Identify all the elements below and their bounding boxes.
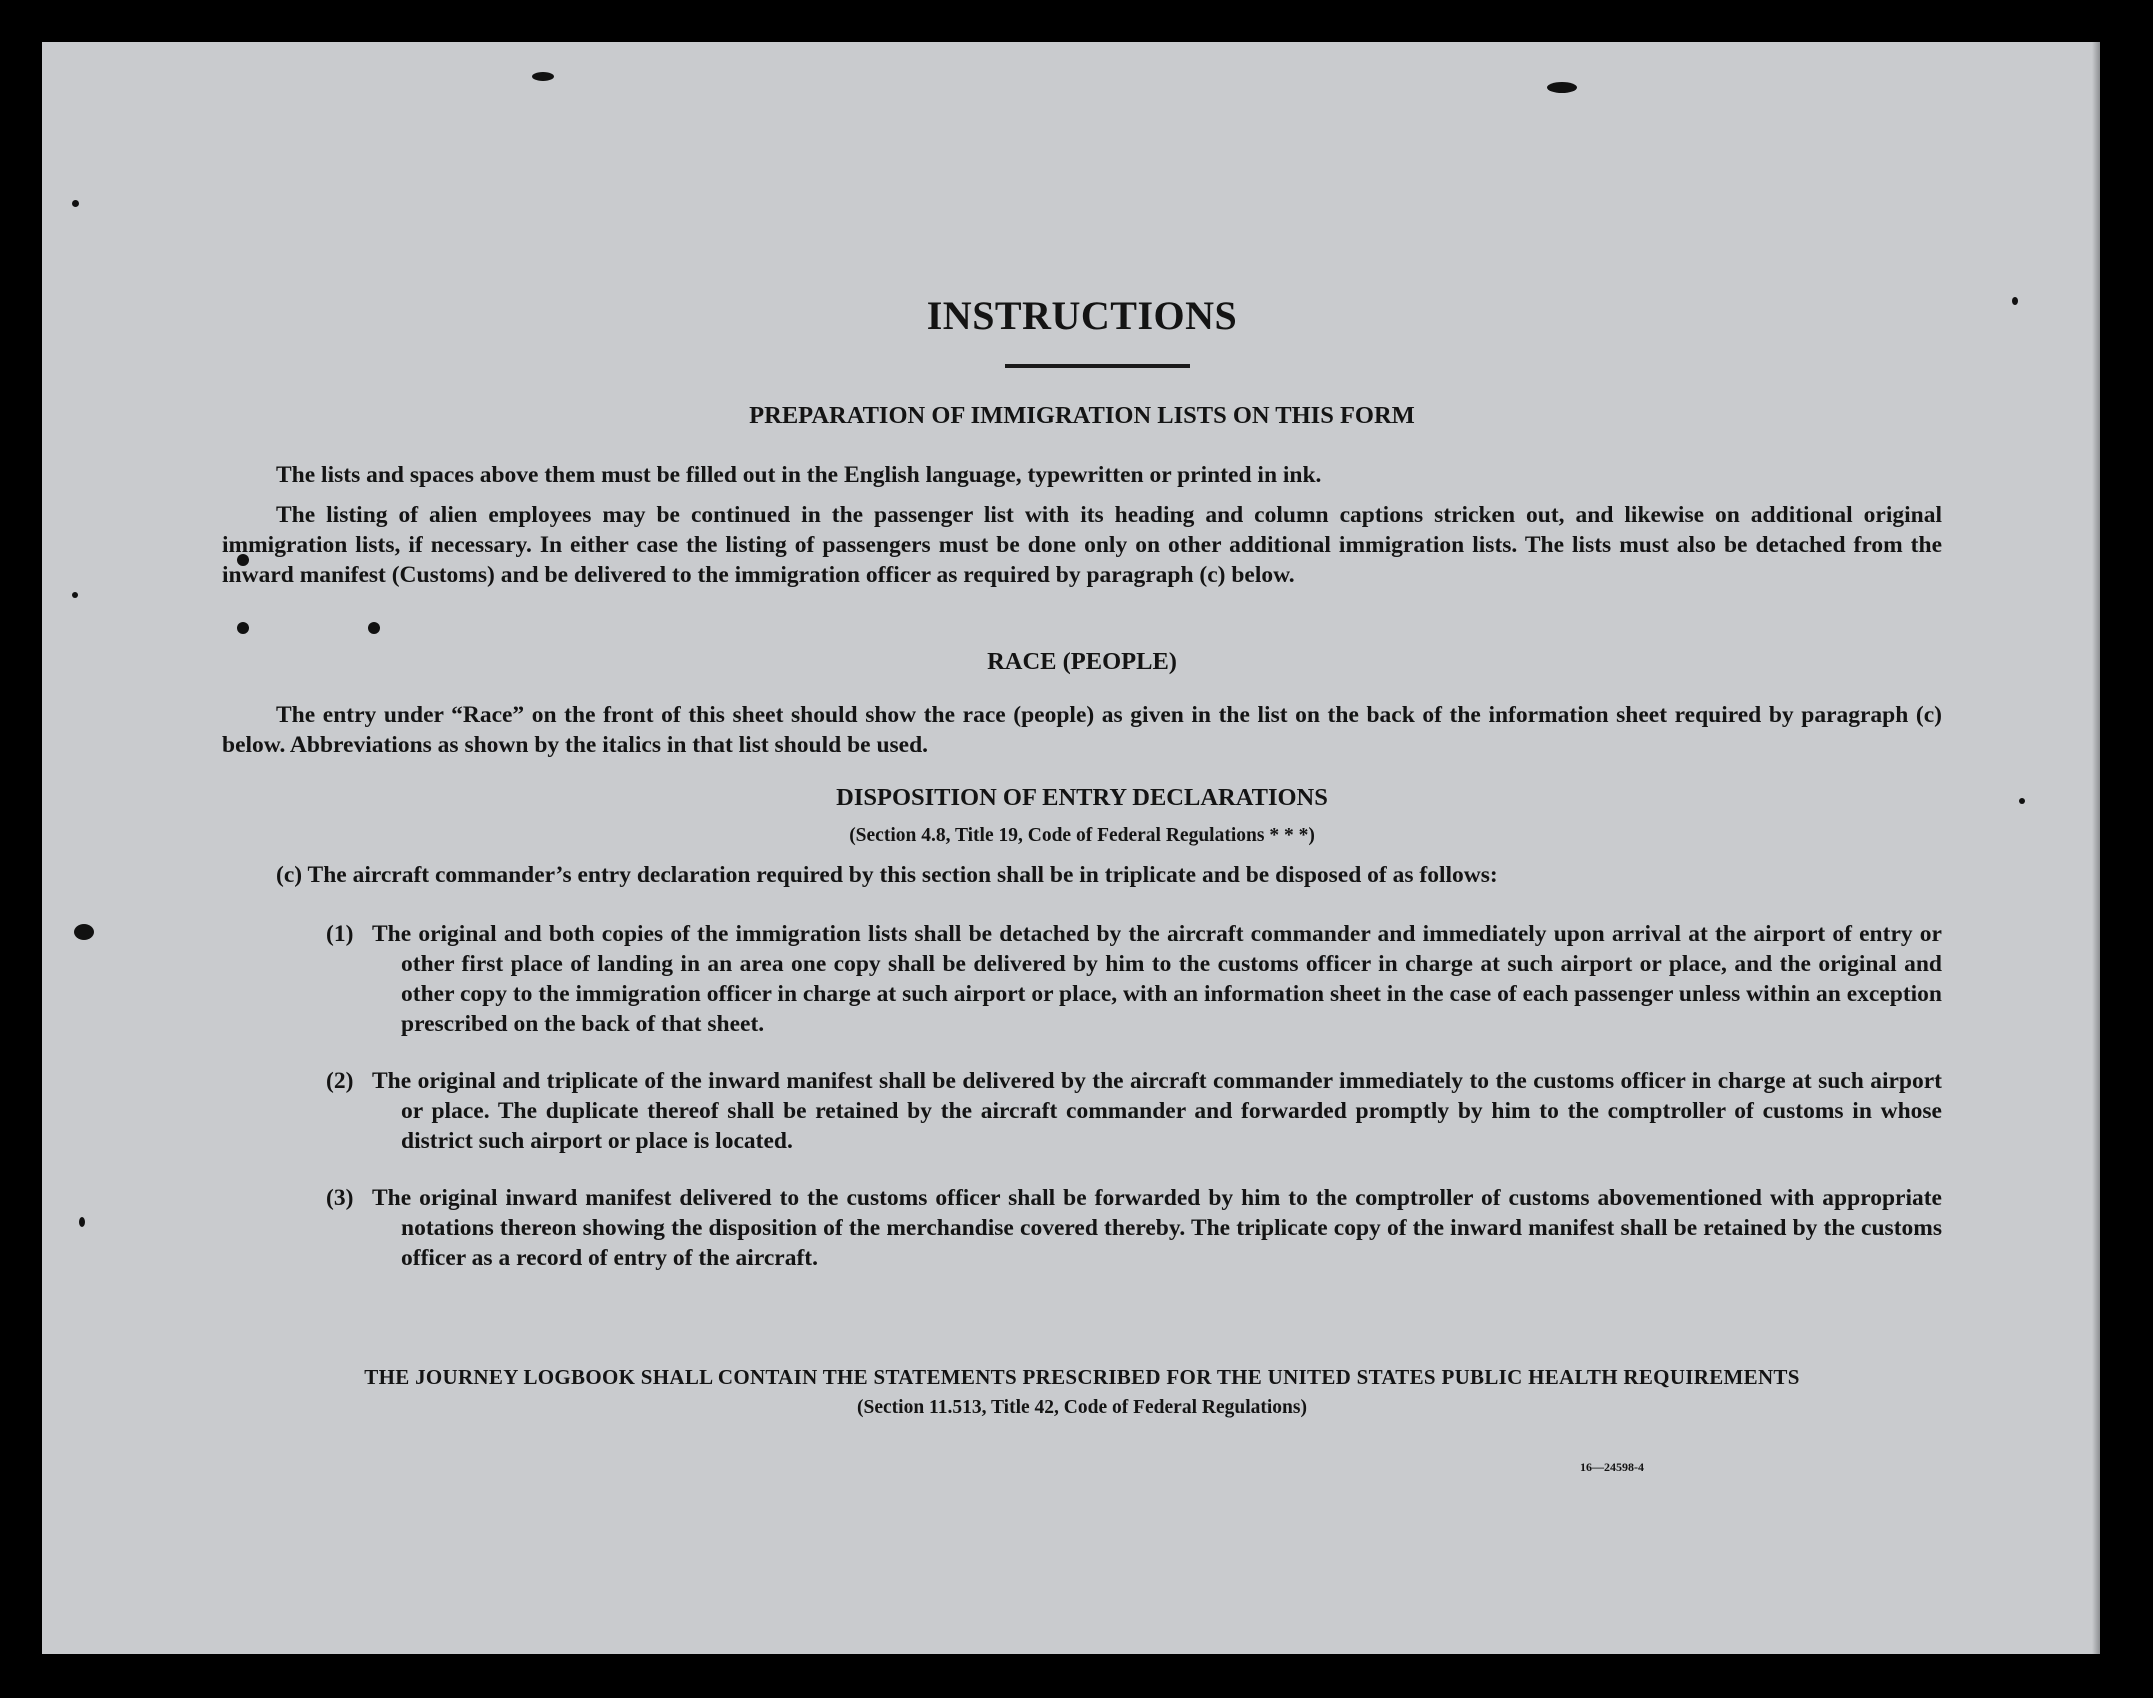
scan-speck [1547,82,1577,93]
scan-speck [368,622,380,634]
scan-speck [237,622,249,634]
disposition-item-2 [326,1066,1942,1156]
disposition-citation: (Section 4.8, Title 19, Code of Federal Regulations * * *) [849,825,1315,846]
section-heading-race: RACE (PEOPLE) [987,648,1177,675]
scan-speck [74,924,94,940]
item-number: (1) [326,921,354,947]
item-text: The original inward manifest delivered to the customs officer shall be forwarded by him to the comptroller of customs abovementioned with appropriate notations thereon showing the disposition of the merchandise covered thereby. The triplicate copy of the inward manifest shall be retained by the customs officer as a record of entry of the aircraft. [372,1185,1942,1271]
page-title: INSTRUCTIONS [926,293,1238,338]
section-heading-disposition: DISPOSITION OF ENTRY DECLARATIONS [836,784,1328,811]
section-heading-preparation: PREPARATION OF IMMIGRATION LISTS ON THIS FORM [749,402,1415,429]
form-code: 16—24598-4 [1580,1460,1644,1474]
item-number: (2) [326,1068,354,1094]
disposition-item-3 [326,1183,1942,1273]
race-paragraph: The entry under “Race” on the front of this sheet should show the race (people) as given in the list on the back of the information sheet required by paragraph (c) below. Abbreviations as shown by the italics in that list should be used. [222,702,1942,758]
page-edge-shadow [2092,42,2100,1654]
item-text: The original and both copies of the immigration lists shall be detached by the aircraft commander and immediately upon arrival at the airport of entry or other first place of landing in an area one copy shall be delivered by him to the customs officer in charge at such airport or place, and the original and other copy to the immigration officer in charge at such airport or place, with an information sheet in the case of each passenger unless within an exception prescribed on the back of that sheet. [372,921,1942,1037]
scan-speck [2019,798,2025,804]
item-number: (3) [326,1185,354,1211]
document-page [42,42,2100,1654]
preparation-paragraph-1: The lists and spaces above them must be filled out in the English language, typewritten or printed in ink. [276,462,1322,488]
scan-speck [2012,297,2018,305]
scan-speck [79,1217,85,1227]
title-underline [1005,364,1190,368]
disposition-item-1 [326,919,1942,1039]
scan-speck [72,200,79,207]
disposition-intro: (c) The aircraft commander’s entry declaration required by this section shall be in triplicate and be disposed of as follows: [276,862,1498,888]
preparation-paragraph-2: The listing of alien employees may be continued in the passenger list with its heading and column captions stricken out, and likewise on additional original immigration lists, if necessary. In either case the listing of passengers must be done only on other additional immigration lists. The lists must also be detached from the inward manifest (Customs) and be delivered to the immigration officer as required by paragraph (c) below. [222,502,1942,588]
scan-speck [532,72,554,81]
health-requirements-citation: (Section 11.513, Title 42, Code of Federal Regulations) [857,1397,1307,1418]
scan-speck [72,592,78,598]
health-requirements-statement: THE JOURNEY LOGBOOK SHALL CONTAIN THE STATEMENTS PRESCRIBED FOR THE UNITED STATES PUBLIC HEALTH REQUIREMENTS [364,1365,1800,1389]
item-text: The original and triplicate of the inward manifest shall be delivered by the aircraft commander immediately to the customs officer in charge at such airport or place. The duplicate thereof shall be retained by the aircraft commander and forwarded promptly by him to the comptroller of customs in whose district such airport or place is located. [372,1068,1942,1154]
